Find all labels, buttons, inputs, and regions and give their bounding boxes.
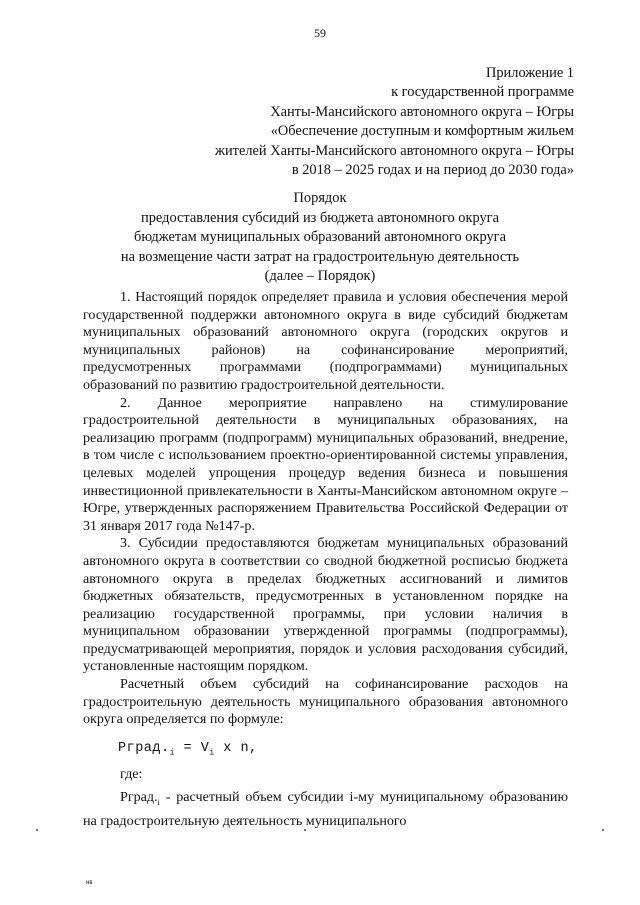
title-line: предоставления субсидий из бюджета автономного округа <box>141 209 499 226</box>
appendix-line: Ханты-Мансийского автономного округа – Югры <box>270 103 574 120</box>
appendix-line: к государственной программе <box>391 84 574 101</box>
paragraph-1: 1. Настоящий порядок определяет правила и условия обеспечения мерой государственной поддержки автономного округа в виде субсидий бюджетам муниципальных образований автономного округа (городских округов и муниципальных районов) на софинансирование мероприятий, предусмотренных программами (подпрограммами) муниципальных образований по развитию градостроительной деятельности. <box>83 289 568 393</box>
paragraph-2: 2. Данное мероприятие направлено на стимулирование градостроительной деятельности в муниципальных образованиях, на реализацию программ (подпрограмм) муниципальных образований, внедрение, в том числе с использованием проектно-ориентированной системы управления, целевых моделей упрощения процедур ведения бизнеса и повышения инвестиционной привлекательности в Ханты-Мансийском автономном округе – Югре, утвержденных распоряжением Правительства Российской Федерации от 31 января 2017 года №147-р. <box>83 394 568 534</box>
scan-speck <box>36 829 38 831</box>
document-title <box>60 189 580 287</box>
appendix-line: в 2018 – 2025 годах и на период до 2030 года» <box>291 162 574 179</box>
paragraph-3: 3. Субсидии предоставляются бюджетам муниципальных образований автономного округа в соответствии со сводной бюджетной росписью бюджета автономного округа в пределах бюджетных ассигнований и лимитов бюджетных обязательств, предусмотренных в установленном порядке на реализацию государственной программы, при условии наличия в муниципальном образовании утвержденной программы (подпрограммы), предусматривающей мероприятия, порядок и условия расходования субсидий, установленные настоящим порядком. <box>83 535 568 675</box>
appendix-header <box>104 64 574 180</box>
definition-text: - расчетный объем субсидии i-му муниципальному образованию на градостроительную деятельность муниципального <box>83 789 568 830</box>
formula-lhs: Рград. <box>118 741 170 756</box>
title-heading: Порядок <box>293 190 347 206</box>
scan-speck <box>304 829 306 831</box>
title-line: бюджетам муниципальных образований автономного округа <box>134 229 506 246</box>
paragraph-4: Расчетный объем субсидий на софинансирование расходов на градостроительную деятельность муниципального образования автономного округа определяется по формуле: <box>83 676 568 728</box>
title-line: (далее – Порядок) <box>264 268 376 285</box>
appendix-line: «Обеспечение доступным и комфортным жильем <box>270 123 574 140</box>
formula-v-subscript: i <box>209 748 215 758</box>
appendix-line: жителей Ханты-Мансийского автономного округа – Югры <box>215 142 574 159</box>
formula-lhs-subscript: i <box>169 748 175 758</box>
formula-rhs: x n, <box>214 741 258 756</box>
where-label: где: <box>120 766 143 782</box>
definition <box>83 788 568 832</box>
formula-equals: = V <box>174 741 210 756</box>
title-line: на возмещение части затрат на градостроительную деятельность <box>120 248 520 265</box>
formula <box>118 741 258 758</box>
appendix-line: Приложение 1 <box>485 65 574 81</box>
page-number: 59 <box>314 26 326 40</box>
scan-speck <box>602 829 604 831</box>
footer-mark: нв <box>86 880 93 886</box>
definition-symbol: $Рград._i$ <box>120 789 160 807</box>
document-body <box>83 289 568 729</box>
